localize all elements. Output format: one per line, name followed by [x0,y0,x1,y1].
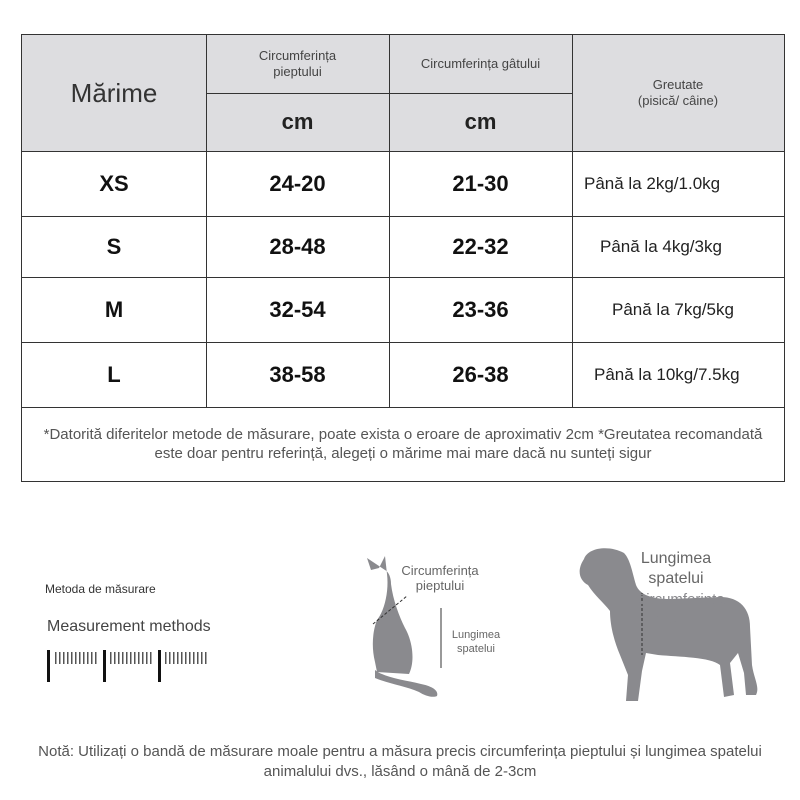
row-l-weight: Până la 10kg/7.5kg [594,364,740,384]
dog-chest-label: Circumferința pieptului [635,591,725,627]
row-s-neck: 22-32 [452,233,509,259]
measurement-label-ro: Metoda de măsurare [45,582,156,596]
table-note: *Datorită diferitelor metode de măsurare, poate exista o eroare de aproximativ 2cm *Greutatea recomandată este doar pentru referință, alegeți o mărime mai mare dacă nu sunteți sigur [43,426,763,462]
divider [22,277,784,278]
row-l-chest: 38-58 [269,361,326,387]
row-m-chest: 32-54 [269,296,326,322]
row-m-size: M [104,296,124,322]
header-neck-unit: cm [464,109,497,134]
row-m-neck: 23-36 [452,296,509,322]
bottom-note: Notă: Utilizați o bandă de măsurare moale pentru a măsura precis circumferința pieptului și lungimea spatelui animalului dvs., lăsând o mână de 2-3cm [38,743,762,780]
header-size-cell [22,35,206,151]
row-s-weight: Până la 4kg/3kg [600,236,722,256]
divider [22,407,784,408]
header-weight: Greutate [652,77,704,92]
divider [389,35,390,407]
size-table [21,34,785,482]
header-chest-unit: cm [281,109,314,134]
measuring-tape-icon [47,648,217,684]
row-xs-weight: Până la 2kg/1.0kg [584,173,721,193]
cat-back-label: Lungimea spatelui [451,629,501,655]
divider [206,93,572,94]
header-weight-sub: (pisică/ câine) [637,93,719,108]
divider [206,35,207,407]
divider [22,151,784,152]
header-chest: Circumferința pieptului [258,48,337,79]
header-chest-unit-cell [206,93,389,151]
divider [572,35,573,407]
header-weight-cell [572,35,784,151]
header-size: Mărime [70,77,158,108]
measurement-label-en: Measurement methods [47,618,211,635]
header-chest-cell [206,35,389,93]
divider [22,216,784,217]
row-xs-size: XS [99,170,129,196]
row-l-size: L [107,361,121,387]
row-l-neck: 26-38 [452,361,509,387]
row-xs-chest: 24-20 [269,170,326,196]
cat-chest-label: Circumferința pieptului [401,563,479,593]
header-neck-unit-cell [389,93,572,151]
dog-back-label: Lungimea spatelui [640,550,712,587]
divider [22,342,784,343]
row-s-size: S [106,233,122,259]
header-neck-cell [389,35,572,93]
row-m-weight: Până la 7kg/5kg [612,299,734,319]
header-neck: Circumferința gâtului [420,56,541,71]
row-s-chest: 28-48 [269,233,326,259]
row-xs-neck: 21-30 [452,170,509,196]
